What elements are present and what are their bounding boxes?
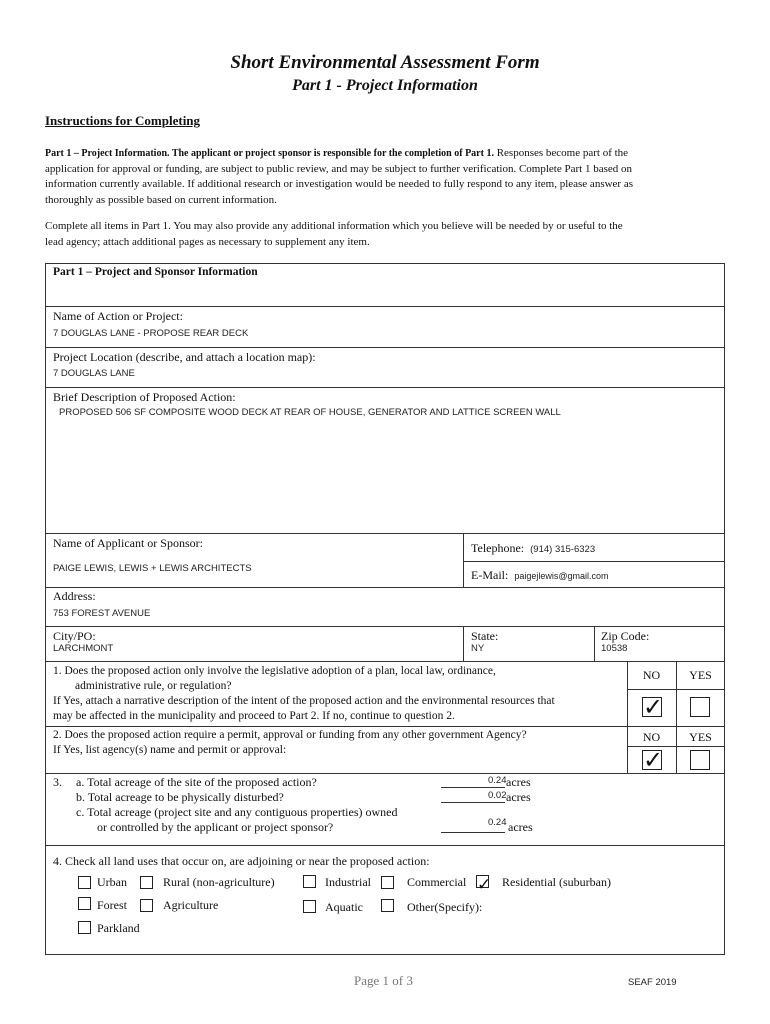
q1-text: 1. Does the proposed action only involve the legislative adoption of a plan, local law, ordinance, — [53, 665, 496, 677]
q1-text: may be affected in the municipality and proceed to Part 2. If no, continue to question 2. — [53, 710, 455, 722]
residential-label: Residential (suburban) — [502, 875, 611, 889]
divider — [45, 726, 725, 727]
q3b-underline — [441, 802, 505, 803]
applicant-label: Name of Applicant or Sponsor: — [53, 536, 203, 550]
instructions-line: Complete all items in Part 1. You may also provide any additional information which you believe will be needed by or useful to the — [45, 220, 623, 232]
q3c-label: or controlled by the applicant or project sponsor? — [97, 820, 334, 834]
q2-yes-label: YES — [689, 730, 712, 744]
applicant-field[interactable]: PAIGE LEWIS, LEWIS + LEWIS ARCHITECTS — [53, 563, 252, 574]
forest-label: Forest — [97, 898, 127, 912]
commercial-checkbox[interactable] — [381, 876, 394, 889]
divider — [594, 626, 595, 662]
instructions-line: information currently available. If additional research or investigation would be needed to fully respond to any item, please answer as — [45, 178, 634, 190]
divider — [45, 533, 725, 534]
rural-checkbox[interactable] — [140, 876, 153, 889]
action-name-field[interactable]: 7 DOUGLAS LANE - PROPOSE REAR DECK — [53, 328, 249, 339]
instructions-bold-lead: Part 1 – Project Information. The applicant or project sponsor is responsible for the completion of Part 1. — [45, 148, 494, 159]
other-checkbox[interactable] — [381, 899, 394, 912]
aquatic-label: Aquatic — [325, 900, 363, 914]
q3c-unit: acres — [508, 820, 533, 834]
urban-label: Urban — [97, 875, 127, 889]
address-field[interactable]: 753 FOREST AVENUE — [53, 608, 151, 619]
q3b-label: b. Total acreage to be physically disturbed? — [76, 790, 284, 804]
q1-text: administrative rule, or regulation? — [75, 680, 232, 692]
industrial-checkbox[interactable] — [303, 875, 316, 888]
q2-yes-checkbox[interactable] — [690, 750, 710, 770]
q3c-underline — [441, 832, 505, 833]
q2-no-checkbox[interactable]: ✓ — [643, 748, 664, 774]
instructions-paragraph-1 — [45, 146, 735, 208]
forest-checkbox[interactable] — [78, 897, 91, 910]
q2-no-label: NO — [642, 730, 661, 744]
instructions-line: thoroughly as possible based on current information. — [45, 193, 277, 206]
divider — [45, 387, 725, 388]
q3a-label: a. Total acreage of the site of the proposed action? — [76, 775, 317, 789]
section-title: Part 1 – Project and Sponsor Information — [53, 266, 258, 278]
q1-yes-checkbox[interactable] — [690, 697, 710, 717]
divider — [627, 689, 725, 690]
q3c-field[interactable]: 0.24 — [488, 817, 507, 828]
q4-text: 4. Check all land uses that occur on, are adjoining or near the proposed action: — [53, 854, 430, 868]
q1-no-checkbox[interactable]: ✓ — [643, 695, 664, 721]
city-field[interactable]: LARCHMONT — [53, 643, 114, 654]
q3b-unit: acres — [506, 790, 531, 804]
telephone-label: Telephone: — [471, 541, 525, 555]
q3b-field[interactable]: 0.02 — [488, 790, 507, 801]
state-field[interactable]: NY — [471, 643, 485, 654]
q1-text: If Yes, attach a narrative description of the intent of the proposed action and the environmental resources that — [53, 695, 555, 707]
email-row — [471, 568, 609, 583]
other-label: Other(Specify): — [407, 900, 483, 914]
instructions-heading: Instructions for Completing — [45, 113, 201, 128]
state-label: State: — [471, 629, 499, 643]
city-label: City/PO: — [53, 629, 96, 643]
parkland-label: Parkland — [97, 921, 140, 935]
commercial-label: Commercial — [407, 875, 467, 889]
telephone-field[interactable]: (914) 315-6323 — [530, 544, 596, 555]
divider — [463, 626, 464, 662]
aquatic-checkbox[interactable] — [303, 900, 316, 913]
divider — [45, 347, 725, 348]
email-field[interactable]: paigejlewis@gmail.com — [514, 571, 609, 581]
q3a-field[interactable]: 0.24 — [488, 775, 507, 786]
q3a-unit: acres — [506, 775, 531, 789]
q3-number: 3. — [53, 775, 62, 789]
zip-label: Zip Code: — [601, 629, 650, 643]
divider — [627, 746, 725, 747]
form-id: SEAF 2019 — [628, 977, 677, 988]
page-number: Page 1 of 3 — [354, 973, 413, 988]
q1-yes-label: YES — [689, 668, 712, 682]
address-label: Address: — [53, 589, 96, 603]
rural-label: Rural (non-agriculture) — [163, 875, 275, 889]
q2-text: If Yes, list agency(s) name and permit or approval: — [53, 744, 287, 756]
residential-checkbox[interactable]: ✓ — [477, 875, 492, 894]
description-label: Brief Description of Proposed Action: — [53, 390, 236, 404]
agriculture-checkbox[interactable] — [140, 899, 153, 912]
form-title: Short Environmental Assessment Form — [230, 52, 540, 73]
description-field[interactable]: PROPOSED 506 SF COMPOSITE WOOD DECK AT REAR OF HOUSE, GENERATOR AND LATTICE SCREEN WALL — [59, 407, 561, 418]
email-label: E-Mail: — [471, 568, 509, 582]
divider — [463, 561, 725, 562]
project-location-field[interactable]: 7 DOUGLAS LANE — [53, 368, 135, 379]
zip-field[interactable]: 10538 — [601, 643, 628, 654]
urban-checkbox[interactable] — [78, 876, 91, 889]
parkland-checkbox[interactable] — [78, 921, 91, 934]
divider — [463, 533, 464, 587]
instructions-line: application for approval or funding, are subject to public review, and may be subject to further verification. Complete Part 1 based on — [45, 162, 632, 175]
action-name-label: Name of Action or Project: — [53, 309, 183, 323]
instructions-paragraph-2 — [45, 219, 735, 250]
project-location-label: Project Location (describe, and attach a location map): — [53, 350, 316, 364]
q3a-underline — [441, 787, 505, 788]
instructions-line: Responses become part of the — [496, 147, 629, 159]
q2-text: 2. Does the proposed action require a permit, approval or funding from any other government Agency? — [53, 729, 527, 741]
divider — [45, 626, 725, 627]
form-subtitle: Part 1 - Project Information — [292, 77, 478, 94]
divider — [45, 587, 725, 588]
divider — [45, 306, 725, 307]
telephone-row — [471, 541, 595, 556]
agriculture-label: Agriculture — [163, 898, 219, 912]
instructions-line: lead agency; attach additional pages as necessary to supplement any item. — [45, 235, 370, 248]
industrial-label: Industrial — [325, 875, 371, 889]
q1-no-label: NO — [642, 668, 661, 682]
q3c-label: c. Total acreage (project site and any contiguous properties) owned — [76, 805, 398, 819]
